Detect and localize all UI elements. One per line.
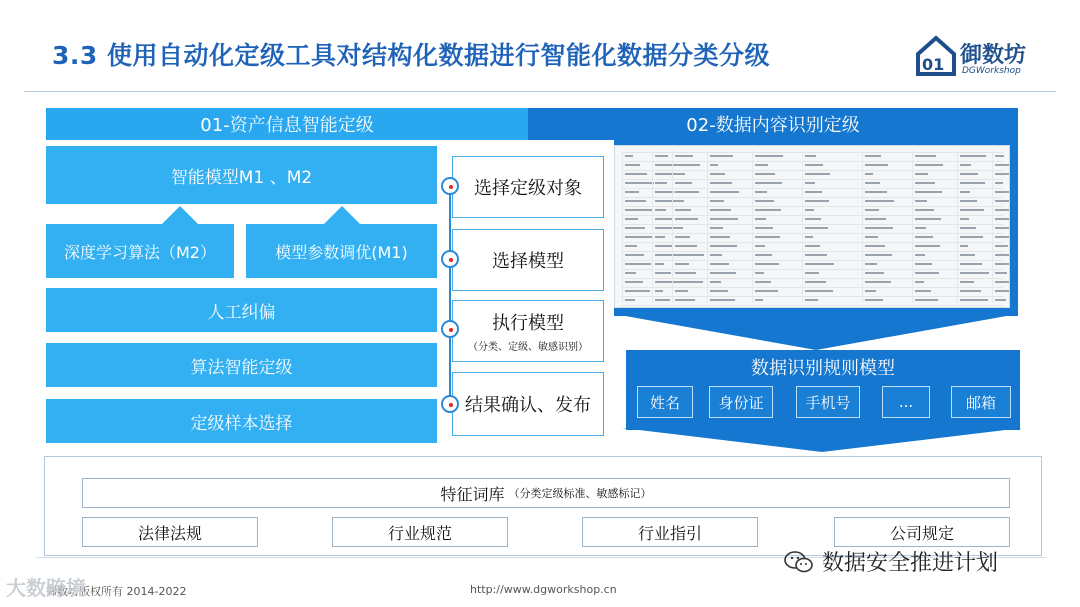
table-cell-blur [710,299,735,301]
table-cell-blur [805,191,822,193]
down-arrow [614,314,1018,354]
table-cell-blur [675,209,691,211]
table-cell-blur [710,254,722,256]
table-cell-blur [805,227,828,229]
table-cell-blur [755,164,768,166]
table-cell-blur [915,173,928,175]
table-cell-blur [655,290,663,292]
table-grid-line [621,215,1003,216]
table-cell-blur [755,200,774,202]
table-cell-blur [865,263,877,265]
table-cell-blur [805,299,818,301]
table-cell-blur [755,209,781,211]
table-cell-blur [710,155,733,157]
table-cell-blur [675,218,698,220]
table-grid-line [621,152,1003,153]
table-cell-blur [995,155,1004,157]
deep-learning-box: 深度学习算法（M2） [46,224,234,278]
table-cell-blur [915,290,931,292]
table-cell-blur [675,227,683,229]
table-cell-blur [655,299,670,301]
table-grid-line [621,188,1003,189]
table-cell-blur [865,200,894,202]
table-cell-blur [625,263,651,265]
table-cell-blur [995,182,1003,184]
rule-model-title: 数据识别规则模型 [751,358,895,379]
table-cell-blur [865,290,876,292]
page-title: 3.3 使用自动化定级工具对结构化数据进行智能化数据分类分级 [52,41,770,70]
step-label: 选择定级对象 [474,178,582,199]
table-grid-line [621,287,1003,288]
table-cell-blur [805,209,814,211]
table-cell-blur [805,281,826,283]
table-column-line [862,150,863,303]
table-cell-blur [675,173,685,175]
table-grid-line [621,260,1003,261]
table-cell-blur [915,281,924,283]
table-cell-blur [960,218,969,220]
table-grid-line [621,206,1003,207]
table-cell-blur [865,254,892,256]
table-cell-blur [960,191,970,193]
table-cell-blur [995,263,1010,265]
table-cell-blur [710,209,731,211]
table-cell-blur [915,191,942,193]
table-cell-blur [755,299,763,301]
table-cell-blur [805,290,833,292]
table-cell-blur [805,164,823,166]
table-cell-blur [755,182,782,184]
table-cell-blur [915,236,933,238]
table-cell-blur [655,209,666,211]
lexicon-header [82,478,1010,508]
table-cell-blur [710,290,728,292]
table-cell-blur [865,299,883,301]
table-grid-line [621,242,1003,243]
table-cell-blur [960,155,986,157]
table-cell-blur [625,164,640,166]
table-cell-blur [995,299,1006,301]
step-bullet-icon [441,177,459,195]
table-column-line [672,150,673,303]
step-bullet-icon [441,395,459,413]
table-cell-blur [710,263,729,265]
table-cell-blur [625,245,637,247]
lexicon-item-law: 法律法规 [82,517,258,547]
table-column-line [752,150,753,303]
table-cell-blur [960,290,981,292]
table-grid-line [621,179,1003,180]
table-cell-blur [755,155,783,157]
logo-mark: 01 [922,55,945,74]
rule-chip-name: 姓名 [637,386,693,418]
table-grid-line [621,305,1003,306]
table-column-line [652,150,653,303]
footer-watermark: 大数跨境 [6,576,86,600]
table-cell-blur [755,191,767,193]
table-cell-blur [865,209,879,211]
table-cell-blur [655,155,668,157]
table-cell-blur [915,299,938,301]
table-cell-blur [755,281,771,283]
table-cell-blur [995,200,1010,202]
table-cell-blur [675,182,692,184]
rule-chip-email: 邮箱 [951,386,1011,418]
table-cell-blur [710,191,739,193]
table-cell-blur [625,272,636,274]
rule-chip-more: ... [882,386,930,418]
table-cell-blur [675,272,696,274]
table-cell-blur [755,173,775,175]
table-cell-blur [755,245,765,247]
table-cell-blur [960,200,977,202]
table-cell-blur [625,182,654,184]
table-cell-blur [960,263,982,265]
table-cell-blur [625,209,653,211]
table-cell-blur [755,263,779,265]
table-cell-blur [710,272,736,274]
table-cell-blur [755,290,778,292]
section-header-asset: 01-资产信息智能定级 [46,108,528,140]
step-sublabel: （分类、定级、敏感识别） [468,342,588,353]
table-grid-line [621,224,1003,225]
table-cell-blur [675,299,695,301]
table-cell-blur [995,236,1010,238]
table-cell-blur [865,272,884,274]
table-column-line [707,150,708,303]
table-cell-blur [960,236,983,238]
table-cell-blur [625,254,644,256]
table-cell-blur [675,254,704,256]
lexicon-item-industry-guide: 行业指引 [582,517,758,547]
lexicon-item-company-rule: 公司规定 [834,517,1010,547]
table-cell-blur [625,299,635,301]
table-cell-blur [625,200,646,202]
table-column-line [912,150,913,303]
table-cell-blur [915,209,934,211]
table-cell-blur [995,254,1010,256]
table-cell-blur [960,245,968,247]
table-cell-blur [995,272,1007,274]
table-cell-blur [625,236,652,238]
step-execute-model [452,300,604,362]
rule-chip-phone: 手机号 [796,386,860,418]
sample-selection-box: 定级样本选择 [46,399,437,443]
table-cell-blur [995,227,1010,229]
table-cell-blur [915,227,926,229]
footer-url: http://www.dgworkshop.cn [470,583,617,596]
table-cell-blur [960,227,976,229]
step-confirm-publish [452,372,604,436]
step-select-model [452,229,604,291]
table-cell-blur [995,218,1009,220]
table-cell-blur [960,173,978,175]
step-bullet-icon [441,250,459,268]
smart-model-box: 智能模型M1 、M2 [46,146,437,204]
table-grid-line [621,251,1003,252]
table-cell-blur [960,209,984,211]
section-header-content: 02-数据内容识别定级 [528,108,1018,140]
step-select-object [452,156,604,218]
table-cell-blur [755,227,773,229]
table-cell-blur [655,263,664,265]
table-cell-blur [755,218,766,220]
logo-subtitle: DGWorkshop [962,66,1021,76]
table-grid-line [621,233,1003,234]
logo-name: 御数坊 [960,43,1027,68]
table-cell-blur [865,164,888,166]
table-cell-blur [995,290,1010,292]
table-cell-blur [625,191,639,193]
table-cell-blur [655,218,673,220]
table-cell-blur [710,164,718,166]
table-grid-line [621,296,1003,297]
table-cell-blur [710,182,732,184]
table-cell-blur [805,182,815,184]
table-cell-blur [675,245,697,247]
table-grid-line [621,197,1003,198]
table-cell-blur [710,218,738,220]
table-cell-blur [865,236,878,238]
table-cell-blur [915,182,935,184]
table-cell-blur [675,164,700,166]
table-cell-blur [675,200,684,202]
table-cell-blur [915,263,932,265]
table-cell-blur [915,164,943,166]
table-cell-blur [805,218,821,220]
table-cell-blur [995,281,1010,283]
table-cell-blur [805,200,829,202]
table-cell-blur [960,182,985,184]
watermark-text: 数据安全推进计划 [822,551,999,576]
table-cell-blur [915,155,936,157]
table-cell-blur [755,254,772,256]
table-cell-blur [675,290,688,292]
table-cell-blur [865,245,885,247]
table-column-line [992,150,993,303]
table-cell-blur [915,272,939,274]
table-column-line [802,150,803,303]
table-cell-blur [755,272,764,274]
table-cell-blur [805,155,816,157]
table-cell-blur [805,254,827,256]
table-cell-blur [675,236,690,238]
lexicon-item-industry-standard: 行业规范 [332,517,508,547]
table-column-line [622,150,623,303]
house-logo-icon [914,34,958,76]
table-cell-blur [655,182,667,184]
table-cell-blur [995,164,1010,166]
manual-correction-box: 人工纠偏 [46,288,437,332]
table-cell-blur [960,272,989,274]
title-divider [24,91,1056,92]
table-cell-blur [675,263,689,265]
table-cell-blur [710,227,723,229]
algorithm-grading-box: 算法智能定级 [46,343,437,387]
table-grid-line [621,278,1003,279]
table-cell-blur [915,218,941,220]
lexicon-subtitle: （分类定级标准、敏感标记） [508,487,652,500]
param-tuning-box: 模型参数调优(M1) [246,224,437,278]
down-arrow-small [622,428,1022,456]
table-cell-blur [805,236,813,238]
table-cell-blur [625,290,650,292]
table-cell-blur [915,200,927,202]
table-cell-blur [960,281,974,283]
table-cell-blur [865,227,893,229]
wechat-watermark [784,546,998,577]
table-cell-blur [710,236,730,238]
table-cell-blur [655,245,672,247]
footer-copyright: 御数坊版权所有 2014-2022 [46,585,187,598]
step-bullet-icon [441,320,459,338]
table-cell-blur [710,200,724,202]
table-cell-blur [865,182,880,184]
table-cell-blur [865,191,887,193]
table-cell-blur [625,227,645,229]
table-cell-blur [805,245,820,247]
table-column-line [957,150,958,303]
lexicon-title: 特征词库 [440,484,505,504]
table-cell-blur [995,209,1010,211]
table-cell-blur [960,164,971,166]
table-cell-blur [655,236,665,238]
table-cell-blur [805,263,834,265]
table-cell-blur [865,155,881,157]
table-cell-blur [915,245,940,247]
table-cell-blur [710,173,725,175]
table-cell-blur [655,272,671,274]
wechat-icon [784,550,814,574]
step-label: 选择模型 [492,251,564,272]
table-cell-blur [675,191,699,193]
table-cell-blur [675,281,703,283]
table-cell-blur [625,173,647,175]
table-cell-blur [960,299,988,301]
data-table-screenshot [614,145,1010,308]
table-cell-blur [995,191,1010,193]
up-arrows [46,204,437,226]
table-cell-blur [675,155,693,157]
table-cell-blur [805,272,819,274]
table-grid-line [621,170,1003,171]
step-connector [449,186,451,406]
table-cell-blur [915,254,925,256]
table-cell-blur [625,281,643,283]
table-cell-blur [710,281,721,283]
table-cell-blur [755,236,780,238]
table-cell-blur [625,155,633,157]
table-cell-blur [960,254,975,256]
table-cell-blur [865,173,873,175]
table-cell-blur [625,218,638,220]
table-cell-blur [710,245,737,247]
table-cell-blur [865,218,886,220]
table-cell-blur [995,173,1010,175]
step-label: 执行模型 [492,313,564,334]
table-cell-blur [805,173,830,175]
table-cell-blur [995,245,1008,247]
rule-chip-id-card: 身份证 [709,386,773,418]
table-cell-blur [865,281,891,283]
table-grid-line [621,269,1003,270]
table-grid-line [621,161,1003,162]
step-label: 结果确认、发布 [465,395,591,416]
